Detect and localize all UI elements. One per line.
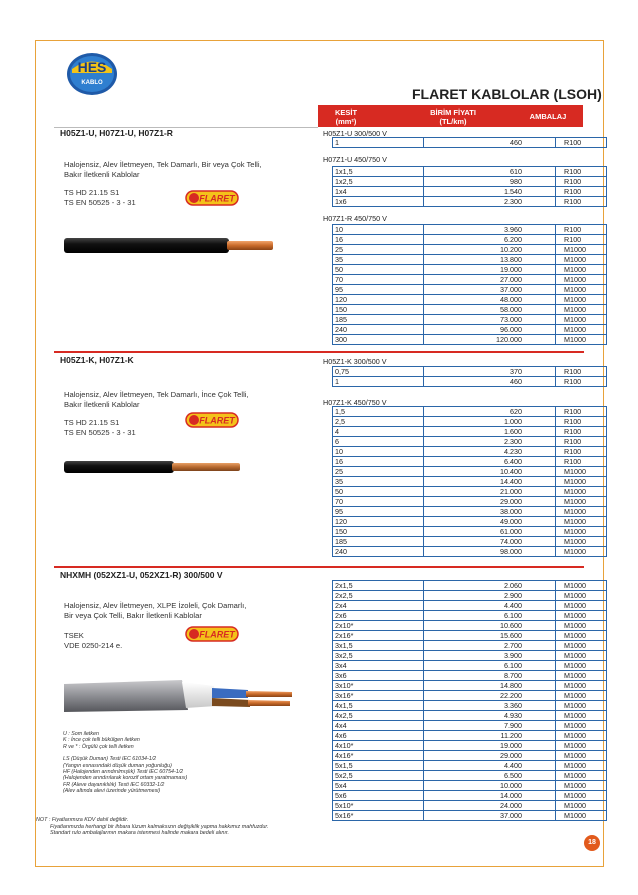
cell-price: 96.000: [424, 325, 556, 335]
cell-ambalaj: R100: [556, 427, 607, 437]
cell-ambalaj: R100: [556, 197, 607, 207]
table-row: [333, 167, 607, 177]
cell-price: 6.200: [424, 235, 556, 245]
table-row: [333, 581, 607, 591]
section-title: H05Z1-U, H07Z1-U, H07Z1-R: [60, 128, 173, 138]
cell-kesit: 2,5: [333, 417, 424, 427]
cell-kesit: 1: [333, 138, 424, 148]
price-table: [332, 224, 607, 345]
cell-price: 29.000: [424, 751, 556, 761]
table-row: [333, 225, 607, 235]
cell-price: 1.600: [424, 427, 556, 437]
cell-price: 58.000: [424, 305, 556, 315]
cell-ambalaj: M1000: [556, 771, 607, 781]
cell-ambalaj: M1000: [556, 517, 607, 527]
cell-ambalaj: M1000: [556, 537, 607, 547]
section-description: Halojensiz, Alev İletmeyen, XLPE İzoleli, Çok Damarlı, Bir veya Çok Telli, Bakır İletkenli Kablolar: [64, 601, 247, 620]
cell-kesit: 2x1,5: [333, 581, 424, 591]
table-row: [333, 197, 607, 207]
cell-kesit: 10: [333, 447, 424, 457]
price-table: [332, 166, 607, 207]
cell-price: 21.000: [424, 487, 556, 497]
cell-kesit: 300: [333, 335, 424, 345]
cell-price: 6.400: [424, 457, 556, 467]
table-row: [333, 547, 607, 557]
table-row: [333, 681, 607, 691]
table-row: [333, 275, 607, 285]
cell-kesit: 1x2,5: [333, 177, 424, 187]
table-row: [333, 235, 607, 245]
table-row: [333, 701, 607, 711]
svg-text:FLARET: FLARET: [199, 193, 235, 204]
header-fiyat: BİRİM FİYATI (TL/km): [430, 108, 476, 126]
cell-kesit: 10: [333, 225, 424, 235]
cell-price: 61.000: [424, 527, 556, 537]
table-row: [333, 187, 607, 197]
cell-kesit: 240: [333, 547, 424, 557]
cell-kesit: 50: [333, 265, 424, 275]
table-row: [333, 517, 607, 527]
cell-ambalaj: M1000: [556, 711, 607, 721]
cell-ambalaj: R100: [556, 235, 607, 245]
hes-logo: [66, 52, 118, 96]
table-row: [333, 731, 607, 741]
cell-price: 6.100: [424, 661, 556, 671]
cell-ambalaj: M1000: [556, 591, 607, 601]
cell-kesit: 185: [333, 537, 424, 547]
table-row: [333, 255, 607, 265]
cell-kesit: 150: [333, 527, 424, 537]
cell-ambalaj: M1000: [556, 497, 607, 507]
cell-ambalaj: R100: [556, 187, 607, 197]
section-description: Halojensiz, Alev İletmeyen, Tek Damarlı, Bir veya Çok Telli, Bakır İletkenli Kablolar: [64, 160, 262, 179]
table-row: [333, 651, 607, 661]
logo-text-top: HES: [77, 59, 107, 75]
cell-ambalaj: M1000: [556, 547, 607, 557]
cell-ambalaj: M1000: [556, 315, 607, 325]
cell-kesit: 16: [333, 457, 424, 467]
table-row: [333, 417, 607, 427]
cell-kesit: 95: [333, 285, 424, 295]
cell-ambalaj: M1000: [556, 611, 607, 621]
cell-price: 74.000: [424, 537, 556, 547]
cell-kesit: 95: [333, 507, 424, 517]
cell-kesit: 2x16*: [333, 631, 424, 641]
cell-kesit: 5x4: [333, 781, 424, 791]
cell-ambalaj: M1000: [556, 295, 607, 305]
section-standards: TS HD 21.15 S1 TS EN 50525 - 3 - 31: [64, 188, 136, 207]
cell-kesit: 2x4: [333, 601, 424, 611]
cell-price: 6.500: [424, 771, 556, 781]
cell-ambalaj: M1000: [556, 701, 607, 711]
cell-ambalaj: R100: [556, 377, 607, 387]
table-row: [333, 377, 607, 387]
cell-ambalaj: M1000: [556, 305, 607, 315]
table-row: [333, 477, 607, 487]
section-standards: TSEK VDE 0250-214 e.: [64, 631, 123, 650]
cable-image: [64, 236, 274, 256]
table-row: [333, 721, 607, 731]
cell-price: 22.200: [424, 691, 556, 701]
flaret-badge: [185, 190, 239, 206]
table-row: [333, 265, 607, 275]
cell-ambalaj: R100: [556, 407, 607, 417]
cell-price: 24.000: [424, 801, 556, 811]
cell-kesit: 3x4: [333, 661, 424, 671]
table-row: [333, 631, 607, 641]
flaret-badge: [185, 626, 239, 642]
table-row: [333, 671, 607, 681]
cell-price: 460: [424, 377, 556, 387]
cell-price: 13.800: [424, 255, 556, 265]
cell-price: 980: [424, 177, 556, 187]
table-row: [333, 771, 607, 781]
footnote: NOT : Fiyatlarımıza KDV dahil değildir. Fiyatlarımızda herhangi bir ihbara lüzum kalmaksızın değişiklik yapma hakkımız mahfuzdur. Standart rulo ambalajlarının makara istenmesi halinde makara bedeli alınır.: [36, 817, 269, 837]
table-row: [333, 245, 607, 255]
cell-kesit: 3x1,5: [333, 641, 424, 651]
cell-ambalaj: M1000: [556, 741, 607, 751]
cell-kesit: 150: [333, 305, 424, 315]
table-row: [333, 325, 607, 335]
cell-kesit: 5x16*: [333, 811, 424, 821]
table-row: [333, 791, 607, 801]
cell-kesit: 4x4: [333, 721, 424, 731]
table-row: [333, 611, 607, 621]
cell-price: 49.000: [424, 517, 556, 527]
table-group-label: H07Z1-R 450/750 V: [323, 214, 387, 223]
cell-kesit: 3x16*: [333, 691, 424, 701]
table-row: [333, 591, 607, 601]
header-ambalaj: AMBALAJ: [529, 112, 567, 121]
cell-price: 11.200: [424, 731, 556, 741]
cell-price: 14.800: [424, 681, 556, 691]
header-kesit: KESİT (mm²): [334, 108, 358, 126]
cell-price: 14.000: [424, 791, 556, 801]
section-title: H05Z1-K, H07Z1-K: [60, 355, 134, 365]
cell-ambalaj: R100: [556, 417, 607, 427]
table-row: [333, 641, 607, 651]
cell-price: 620: [424, 407, 556, 417]
cell-ambalaj: M1000: [556, 601, 607, 611]
table-row: [333, 507, 607, 517]
cell-price: 120.000: [424, 335, 556, 345]
cell-kesit: 16: [333, 235, 424, 245]
cell-price: 14.400: [424, 477, 556, 487]
cell-price: 38.000: [424, 507, 556, 517]
cell-price: 15.600: [424, 631, 556, 641]
table-row: [333, 621, 607, 631]
table-row: [333, 811, 607, 821]
cell-ambalaj: M1000: [556, 691, 607, 701]
price-table: [332, 366, 607, 387]
cell-price: 10.600: [424, 621, 556, 631]
table-row: [333, 295, 607, 305]
cell-price: 3.960: [424, 225, 556, 235]
cell-ambalaj: M1000: [556, 781, 607, 791]
cell-ambalaj: M1000: [556, 467, 607, 477]
table-row: [333, 751, 607, 761]
cell-kesit: 5x6: [333, 791, 424, 801]
cell-price: 370: [424, 367, 556, 377]
section-title: NHXMH (052XZ1-U, 052XZ1-R) 300/500 V: [60, 570, 223, 580]
cell-price: 98.000: [424, 547, 556, 557]
cell-ambalaj: M1000: [556, 581, 607, 591]
table-row: [333, 138, 607, 148]
cable-image: [64, 458, 274, 476]
cell-ambalaj: R100: [556, 457, 607, 467]
table-row: [333, 661, 607, 671]
table-group-label: H07Z1-U 450/750 V: [323, 155, 387, 164]
cell-ambalaj: M1000: [556, 275, 607, 285]
cell-ambalaj: M1000: [556, 811, 607, 821]
cell-ambalaj: M1000: [556, 731, 607, 741]
cell-ambalaj: M1000: [556, 641, 607, 651]
cell-price: 610: [424, 167, 556, 177]
cell-ambalaj: M1000: [556, 335, 607, 345]
cell-price: 37.000: [424, 811, 556, 821]
cell-price: 6.100: [424, 611, 556, 621]
table-group-label: H05Z1-U 300/500 V: [323, 129, 387, 138]
cell-price: 29.000: [424, 497, 556, 507]
table-row: [333, 437, 607, 447]
section-divider: [54, 351, 584, 353]
cell-kesit: 4x6: [333, 731, 424, 741]
table-row: [333, 761, 607, 771]
svg-text:FLARET: FLARET: [199, 415, 235, 426]
cell-price: 19.000: [424, 741, 556, 751]
cell-kesit: 50: [333, 487, 424, 497]
cell-kesit: 70: [333, 497, 424, 507]
cell-ambalaj: M1000: [556, 681, 607, 691]
cell-kesit: 6: [333, 437, 424, 447]
cell-kesit: 120: [333, 295, 424, 305]
svg-text:FLARET: FLARET: [199, 629, 235, 640]
table-row: [333, 537, 607, 547]
cell-price: 37.000: [424, 285, 556, 295]
cell-ambalaj: M1000: [556, 265, 607, 275]
cell-ambalaj: R100: [556, 177, 607, 187]
cell-price: 3.360: [424, 701, 556, 711]
cell-ambalaj: R100: [556, 225, 607, 235]
table-group-label: H05Z1-K 300/500 V: [323, 357, 387, 366]
cell-ambalaj: M1000: [556, 761, 607, 771]
cell-ambalaj: M1000: [556, 477, 607, 487]
table-group-label: H07Z1-K 450/750 V: [323, 398, 387, 407]
cell-price: 3.900: [424, 651, 556, 661]
cell-kesit: 3x10*: [333, 681, 424, 691]
cell-price: 48.000: [424, 295, 556, 305]
price-table: [332, 580, 607, 821]
table-row: [333, 781, 607, 791]
cell-kesit: 1,5: [333, 407, 424, 417]
cell-kesit: 25: [333, 245, 424, 255]
cell-ambalaj: M1000: [556, 751, 607, 761]
table-row: [333, 801, 607, 811]
cell-kesit: 2x6: [333, 611, 424, 621]
cell-ambalaj: M1000: [556, 487, 607, 497]
cell-price: 1.540: [424, 187, 556, 197]
table-row: [333, 601, 607, 611]
cell-kesit: 70: [333, 275, 424, 285]
page-number: 18: [584, 835, 600, 851]
price-table: [332, 406, 607, 557]
cell-kesit: 1x4: [333, 187, 424, 197]
cell-kesit: 5x10*: [333, 801, 424, 811]
cell-price: 2.700: [424, 641, 556, 651]
page-title: FLARET KABLOLAR (LSOH): [412, 86, 602, 102]
table-row: [333, 487, 607, 497]
table-row: [333, 335, 607, 345]
cell-price: 4.400: [424, 601, 556, 611]
cell-ambalaj: M1000: [556, 285, 607, 295]
cell-kesit: 240: [333, 325, 424, 335]
table-row: [333, 177, 607, 187]
flaret-badge: [185, 412, 239, 428]
cell-kesit: 0,75: [333, 367, 424, 377]
cell-price: 8.700: [424, 671, 556, 681]
legend: U : Som iletken K : İnce çok telli bükülgen iletken R ve * : Örgülü çok telli iletken LS (Düşük Duman) Testi IEC 61034-1/2 (Yangın esnasındaki düşük duman yoğunluğu) HF (Halojenden arındırılmışlık) Testi IEC 60754-1/2 (Halojenden arındırılarak korozif ortam yaratmaması) FR (Aleve dayanıklılık) Testi IEC 60332-1/2 (Alev altında alevi üzerinde yürütmemesi): [63, 731, 188, 795]
cell-kesit: 3x2,5: [333, 651, 424, 661]
cell-ambalaj: R100: [556, 367, 607, 377]
cell-ambalaj: M1000: [556, 245, 607, 255]
cell-ambalaj: M1000: [556, 631, 607, 641]
price-table: [332, 137, 607, 148]
cell-kesit: 4x2,5: [333, 711, 424, 721]
table-row: [333, 497, 607, 507]
cable-image: [64, 670, 294, 722]
cell-ambalaj: M1000: [556, 791, 607, 801]
cell-price: 27.000: [424, 275, 556, 285]
cell-kesit: 1: [333, 377, 424, 387]
cell-ambalaj: M1000: [556, 527, 607, 537]
cell-price: 7.900: [424, 721, 556, 731]
cell-ambalaj: M1000: [556, 255, 607, 265]
cell-kesit: 5x2,5: [333, 771, 424, 781]
table-row: [333, 457, 607, 467]
cell-kesit: 4x16*: [333, 751, 424, 761]
table-row: [333, 447, 607, 457]
cell-kesit: 4: [333, 427, 424, 437]
table-row: [333, 691, 607, 701]
cell-ambalaj: R100: [556, 447, 607, 457]
table-row: [333, 305, 607, 315]
cell-ambalaj: R100: [556, 437, 607, 447]
table-row: [333, 427, 607, 437]
cell-price: 2.300: [424, 197, 556, 207]
cell-price: 1.000: [424, 417, 556, 427]
cell-price: 10.200: [424, 245, 556, 255]
cell-price: 4.930: [424, 711, 556, 721]
cell-ambalaj: M1000: [556, 721, 607, 731]
cell-ambalaj: M1000: [556, 621, 607, 631]
cell-kesit: 1x6: [333, 197, 424, 207]
cell-price: 10.000: [424, 781, 556, 791]
cell-kesit: 185: [333, 315, 424, 325]
section-divider: [54, 566, 584, 568]
table-row: [333, 467, 607, 477]
cell-ambalaj: R100: [556, 138, 607, 148]
cell-kesit: 120: [333, 517, 424, 527]
section-standards: TS HD 21.15 S1 TS EN 50525 - 3 - 31: [64, 418, 136, 437]
cell-kesit: 2x2,5: [333, 591, 424, 601]
table-row: [333, 367, 607, 377]
cell-price: 19.000: [424, 265, 556, 275]
cell-price: 4.230: [424, 447, 556, 457]
table-header: [318, 105, 583, 127]
table-row: [333, 711, 607, 721]
cell-ambalaj: M1000: [556, 671, 607, 681]
cell-ambalaj: R100: [556, 167, 607, 177]
table-row: [333, 527, 607, 537]
cell-price: 2.060: [424, 581, 556, 591]
cell-ambalaj: M1000: [556, 661, 607, 671]
cell-kesit: 4x1,5: [333, 701, 424, 711]
cell-ambalaj: M1000: [556, 507, 607, 517]
cell-price: 2.900: [424, 591, 556, 601]
cell-kesit: 3x6: [333, 671, 424, 681]
cell-ambalaj: M1000: [556, 325, 607, 335]
table-row: [333, 285, 607, 295]
table-row: [333, 315, 607, 325]
table-row: [333, 741, 607, 751]
cell-price: 4.400: [424, 761, 556, 771]
cell-price: 460: [424, 138, 556, 148]
cell-kesit: 35: [333, 477, 424, 487]
cell-kesit: 2x10*: [333, 621, 424, 631]
cell-price: 2.300: [424, 437, 556, 447]
cell-kesit: 1x1,5: [333, 167, 424, 177]
cell-ambalaj: M1000: [556, 651, 607, 661]
cell-kesit: 35: [333, 255, 424, 265]
logo-text-bottom: KABLO: [81, 80, 103, 86]
cell-price: 73.000: [424, 315, 556, 325]
section-description: Halojensiz, Alev İletmeyen, Tek Damarlı, İnce Çok Telli, Bakır İletkenli Kablolar: [64, 390, 249, 409]
table-row: [333, 407, 607, 417]
cell-price: 10.400: [424, 467, 556, 477]
cell-kesit: 25: [333, 467, 424, 477]
cell-ambalaj: M1000: [556, 801, 607, 811]
cell-kesit: 5x1,5: [333, 761, 424, 771]
cell-kesit: 4x10*: [333, 741, 424, 751]
